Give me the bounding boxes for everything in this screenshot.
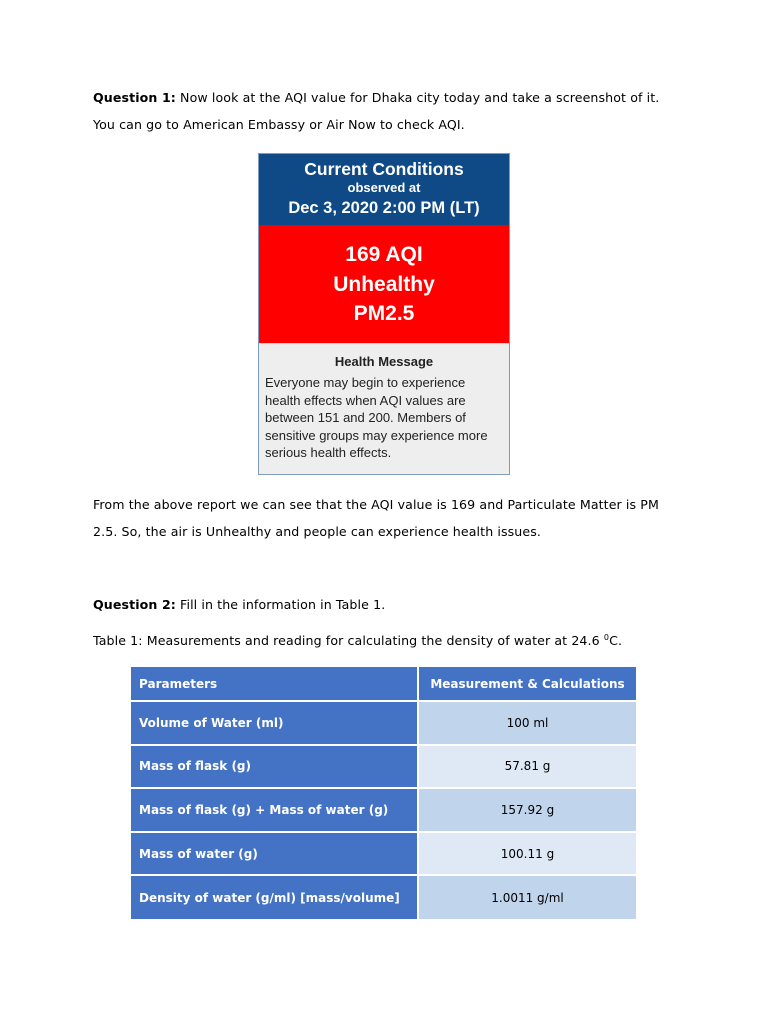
- parameter-cell: Density of water (g/ml) [mass/volume]: [131, 875, 418, 919]
- parameter-cell: Mass of flask (g): [131, 745, 418, 789]
- value-cell: 157.92 g: [418, 788, 636, 832]
- table-header-row: [131, 667, 636, 701]
- table-row: [131, 701, 636, 745]
- aqi-screenshot: [258, 153, 510, 475]
- question-2: [93, 591, 683, 618]
- table-caption-suffix: C.: [609, 633, 623, 648]
- table-row: [131, 788, 636, 832]
- health-message-title: Health Message: [334, 354, 434, 369]
- parameter-cell: Mass of water (g): [131, 832, 418, 876]
- aqi-value: 169 AQI: [345, 243, 423, 266]
- table-caption: [93, 627, 683, 654]
- aqi-status-panel: [259, 225, 509, 343]
- question-1-text: Now look at the AQI value for Dhaka city today and take a screenshot of it. You can go to American Embassy or Air Now to check AQI.: [93, 90, 660, 132]
- answer-1: From the above report we can see that the AQI value is 169 and Particulate Matter is PM 2.5. So, the air is Unhealthy and people can experience health issues.: [93, 497, 659, 539]
- value-cell: 57.81 g: [418, 745, 636, 789]
- density-table: [131, 667, 636, 919]
- parameter-cell: Volume of Water (ml): [131, 701, 418, 745]
- degree-superscript: 0: [603, 632, 610, 642]
- table-row: [131, 832, 636, 876]
- question-2-label: Question 2:: [93, 597, 176, 612]
- question-2-text: Fill in the information in Table 1.: [175, 597, 386, 612]
- parameter-cell: Mass of flask (g) + Mass of water (g): [131, 788, 418, 832]
- table-row: [131, 745, 636, 789]
- question-1-label: Question 1:: [93, 90, 176, 105]
- table-row: [131, 875, 636, 919]
- aqi-header-title: Current Conditions: [304, 159, 464, 179]
- health-message-panel: [259, 343, 509, 474]
- aqi-header-observed: observed at: [347, 180, 421, 195]
- aqi-header: [259, 154, 509, 225]
- aqi-header-date: Dec 3, 2020 2:00 PM (LT): [288, 199, 480, 217]
- aqi-category: Unhealthy: [333, 272, 435, 296]
- health-message-body: Everyone may begin to experience health effects when AQI values are between 151 and 200. Members of sensitive groups may experience more serious health effects.: [265, 375, 488, 461]
- table-caption-prefix: Table 1: Measurements and reading for calculating the density of water at 24.6: [93, 633, 604, 648]
- value-cell: 100.11 g: [418, 832, 636, 876]
- value-cell: 1.0011 g/ml: [418, 875, 636, 919]
- aqi-pollutant: PM2.5: [353, 302, 415, 325]
- question-1: [93, 84, 683, 138]
- header-measurements: Measurement & Calculations: [418, 667, 636, 701]
- header-parameters: Parameters: [131, 667, 418, 701]
- value-cell: 100 ml: [418, 701, 636, 745]
